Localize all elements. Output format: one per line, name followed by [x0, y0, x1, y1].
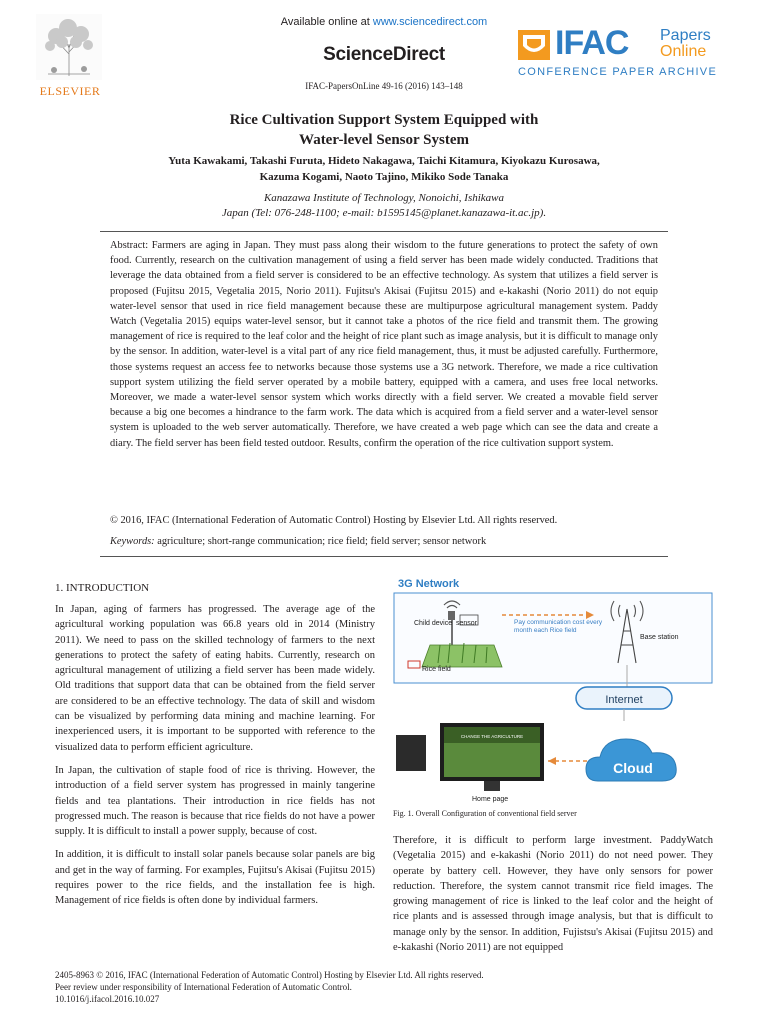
svg-text:Home page: Home page	[472, 796, 509, 803]
abstract-text: Abstract: Farmers are aging in Japan. They must pass along their wisdom to the future generations to protect the safety of own food. Currently, research on the cultivation management of using a field server has been made widely conducted. Traditions that leverage the data obtained from a field server is considered to be an effective technology. As system that utilizes a field server is proposed (Fujitsu 2015, Vegetalia 2015, Norio 2011). Fujitsu's Akisai (Fujitsu 2015) and e-kakashi (Norio 2011) do not equip water-level sensor that used in rice field management because these are multipurpose agricultural management system. Paddy Watch (Vegetalia 2015) equips water-level sensor, but it cannot take a photos of the rice field and transmit them. The growing management of rice is required to the leaf color and the height of rice plant such as image analysis, but it is difficult to manage only by the sensor. In addition, water-level is a vital part of any rice field management, thus, it must be adjusted carefully. Furthermore, those systems request an access fee to networks because those systems use a 3G network. Therefore, we made a rice cultivation support system utilizing the field server operated by a mobile battery, equipped with a camera, and uses free local networks. Moreover, we made a water-level sensor system which works directly with a field server. We created a movable field server because a big one becomes a hindrance to the farm work. The data which is acquired from a field server and a water-level sensor system is uploaded to the web server automatically. Therefore, we have created a web page which can see the data and create a diary. The field server has been field tested outdoor. Results, confirm the operation of the rice cultivation support system.	[110, 240, 658, 449]
authors-line-2: Kazuma Kogami, Naoto Tajino, Mikiko Sode Tanaka	[259, 171, 509, 183]
author-list	[0, 153, 768, 185]
ifac-emblem-icon	[518, 30, 550, 60]
sciencedirect-link[interactable]: www.sciencedirect.com	[372, 16, 488, 28]
elsevier-logo	[24, 14, 116, 98]
paper-title	[0, 110, 768, 150]
figure-caption: Fig. 1. Overall Configuration of conventional field server	[393, 809, 577, 818]
svg-text:sensor: sensor	[456, 620, 478, 627]
title-line-2: Water-level Sensor System	[299, 132, 469, 148]
keywords	[110, 536, 658, 547]
elsevier-wordmark: ELSEVIER	[39, 84, 101, 98]
svg-text:Internet: Internet	[605, 694, 643, 706]
sciencedirect-title: ScienceDirect	[323, 44, 445, 65]
ifac-papers-online	[660, 28, 711, 60]
cloud-icon	[586, 739, 676, 781]
footer-doi: 10.1016/j.ifacol.2016.10.027	[55, 994, 160, 1004]
intro-paragraph-2: In Japan, the cultivation of staple food of rice is thriving. However, the introduction of a field server system has progressed in mainly tangerine fields and tea plantations. Their introduction in rice fields has not progressed much. The reason is because that rice fields do not have a power supply. It is difficult to install a power supply, because of cost.	[55, 764, 375, 838]
ifac-archive-label: CONFERENCE PAPER ARCHIVE	[518, 66, 718, 78]
ifac-logo	[515, 24, 725, 82]
svg-text:CHANGE THE AGRICULTURE: CHANGE THE AGRICULTURE	[460, 734, 524, 739]
affiliation	[0, 191, 768, 221]
affiliation-line-1: Kanazawa Institute of Technology, Nonoichi, Ishikawa	[263, 192, 505, 204]
intro-paragraph-4: Therefore, it is difficult to perform large investment. PaddyWatch (Vegetalia 2015) and e-kakashi (Norio 2011) do not need power. They operate by battery cell. However, they have only sensors for power reduction. Therefore, the system cannot transmit rice field images. The growing management of rice is linked to the leaf color and the height of rice plants and is assessed through image analysis, but that is difficult to manage only by the sensor. In addition, Fujistsu's Akisai (Fujitsu 2015) and e-kakashi (Norio 2011) are not equipped	[393, 835, 713, 954]
svg-text:Child device: Child device	[414, 620, 453, 627]
right-column	[393, 833, 713, 955]
keywords-list: agriculture; short-range communication; rice field; field server; sensor network	[154, 536, 487, 547]
section-heading-introduction: 1. INTRODUCTION	[55, 582, 150, 594]
title-line-1: Rice Cultivation Support System Equipped with	[229, 112, 539, 128]
ifac-wordmark: IFAC	[555, 24, 629, 62]
footer	[55, 969, 715, 1005]
ifac-papers-label: Papers	[660, 27, 711, 44]
abstract-box	[100, 231, 668, 557]
keywords-label: Keywords:	[110, 536, 155, 547]
network-diagram	[390, 575, 716, 805]
figure-1	[390, 575, 716, 805]
journal-reference: IFAC-PapersOnLine 49-16 (2016) 143–148	[305, 81, 463, 91]
svg-text:Cloud: Cloud	[613, 760, 653, 776]
ifac-online-label: Online	[660, 43, 707, 60]
left-column	[55, 602, 375, 917]
elsevier-tree-icon	[36, 14, 102, 80]
fig-title: 3G Network	[398, 578, 460, 590]
rice-field-icon	[422, 643, 502, 667]
intro-paragraph-3: In addition, it is difficult to install solar panels because solar panels are big and get in the way of farming. For examples, Fujitsu's Akisai (Fujitsu 2015) requires power to the rice fields, and the installation fee is high. Management of rice fields is often done by individual farmers.	[55, 849, 375, 907]
internet-box	[576, 687, 672, 709]
intro-paragraph-1: In Japan, aging of farmers has progressed. The average age of the agricultural working population was 66.8 years old in 2014 (Ministry 2011). We need to pass on the skilled technology of farmers to the next generations to protect the safety of eating habits. Currently, research on agricultural management of utilizing a field server has been made widely. Old traditions that support data that can be obtained from the field server are considered to be an effective technology. The data of skill and wisdom can be visualized by performing data mining and machine learning. For inexperienced users, it is important to be supported with reference to the visualized data to perform efficient agriculture.	[55, 604, 375, 753]
pay-note: Pay communication cost every month each Rice field	[514, 619, 603, 634]
svg-text:Base station: Base station	[640, 634, 679, 641]
abstract-copyright: © 2016, IFAC (International Federation of Automatic Control) Hosting by Elsevier Ltd. All rights reserved.	[110, 515, 558, 526]
authors-line-1: Yuta Kawakami, Takashi Furuta, Hideto Nakagawa, Taichi Kitamura, Kiyokazu Kurosawa,	[168, 155, 600, 167]
footer-peer-review: Peer review under responsibility of International Federation of Automatic Control.	[55, 982, 352, 992]
affiliation-line-2: Japan (Tel: 076-248-1100; e-mail: b1595145@planet.kanazawa-it.ac.jp).	[221, 207, 547, 219]
available-prefix: Available online at	[280, 16, 373, 28]
footer-copyright: 2405-8963 © 2016, IFAC (International Federation of Automatic Control) Hosting by Elsevier Ltd. All rights reserved.	[55, 970, 484, 980]
svg-text:Rice field: Rice field	[422, 666, 451, 673]
